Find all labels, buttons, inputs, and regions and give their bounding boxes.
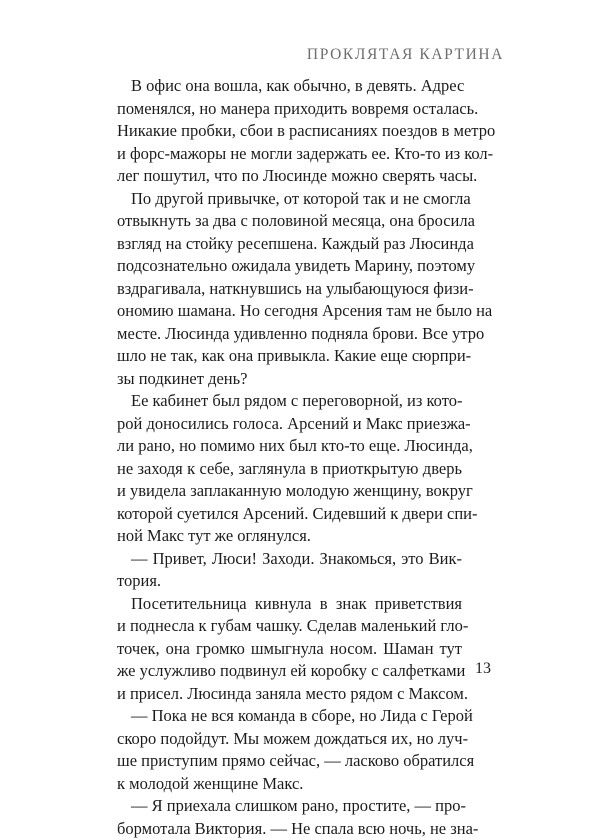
paragraph	[117, 548, 462, 593]
text-line: которой суетился Арсений. Сидевший к двери спи-	[117, 503, 462, 526]
text-line: — Привет, Люси! Заходи. Знакомься, это Вик-	[117, 548, 462, 571]
text-line: ной Макс тут же оглянулся.	[117, 525, 462, 548]
text-line: — Пока не вся команда в сборе, но Лида с Герой	[117, 705, 462, 728]
paragraph	[117, 390, 462, 548]
text-line: По другой привычке, от которой так и не смогла	[117, 188, 462, 211]
text-line: поменялся, но манера приходить вовремя осталась.	[117, 98, 462, 121]
text-line: Посетительница кивнула в знак приветствия	[117, 593, 462, 616]
text-line: лег пошутил, что по Люсинде можно сверять часы.	[117, 165, 462, 188]
text-line: и присел. Люсинда заняла место рядом с Максом.	[117, 683, 462, 706]
text-line: бормотала Виктория. — Не спала всю ночь, не зна-	[117, 818, 462, 840]
text-line: и увидела заплаканную молодую женщину, вокруг	[117, 480, 462, 503]
text-line: взгляд на стойку ресепшена. Каждый раз Люсинда	[117, 233, 462, 256]
text-line: скоро подойдут. Мы можем дождаться их, но луч-	[117, 728, 462, 751]
paragraph	[117, 75, 462, 188]
paragraph	[117, 593, 462, 706]
text-line: и форс-мажоры не могли задержать ее. Кто-то из кол-	[117, 143, 462, 166]
page-number: 13	[475, 660, 491, 678]
text-line: же услужливо подвинул ей коробку с салфетками	[117, 660, 462, 683]
text-line: тория.	[117, 570, 462, 593]
text-line: ше приступим прямо сейчас, — ласково обратился	[117, 750, 462, 773]
text-line: рой доносились голоса. Арсений и Макс приезжа-	[117, 413, 462, 436]
text-line: шло не так, как она привыкла. Какие еще сюрпри-	[117, 345, 462, 368]
text-line: отвыкнуть за два с половиной месяца, она бросила	[117, 210, 462, 233]
text-line: не заходя к себе, заглянула в приоткрытую дверь	[117, 458, 462, 481]
text-line: и поднесла к губам чашку. Сделав маленький гло-	[117, 615, 462, 638]
body-text	[117, 75, 462, 840]
text-line: — Я приехала слишком рано, простите, — про-	[117, 795, 462, 818]
text-line: ли рано, но помимо них был кто-то еще. Люсинда,	[117, 435, 462, 458]
paragraph	[117, 188, 462, 391]
text-line: точек, она громко шмыгнула носом. Шаман тут	[117, 638, 462, 661]
text-line: Ее кабинет был рядом с переговорной, из кото-	[117, 390, 462, 413]
text-line: к молодой женщине Макс.	[117, 773, 462, 796]
running-head: ПРОКЛЯТАЯ КАРТИНА	[307, 46, 504, 64]
text-line: подсознательно ожидала увидеть Марину, поэтому	[117, 255, 462, 278]
text-line: вздрагивала, наткнувшись на улыбающуюся физи-	[117, 278, 462, 301]
text-line: месте. Люсинда удивленно подняла брови. Все утро	[117, 323, 462, 346]
text-line: ономию шамана. Но сегодня Арсения там не было на	[117, 300, 462, 323]
paragraph	[117, 795, 462, 840]
text-line: В офис она вошла, как обычно, в девять. Адрес	[117, 75, 462, 98]
text-line: Никакие пробки, сбои в расписаниях поездов в метро	[117, 120, 462, 143]
paragraph	[117, 705, 462, 795]
text-line: зы подкинет день?	[117, 368, 462, 391]
